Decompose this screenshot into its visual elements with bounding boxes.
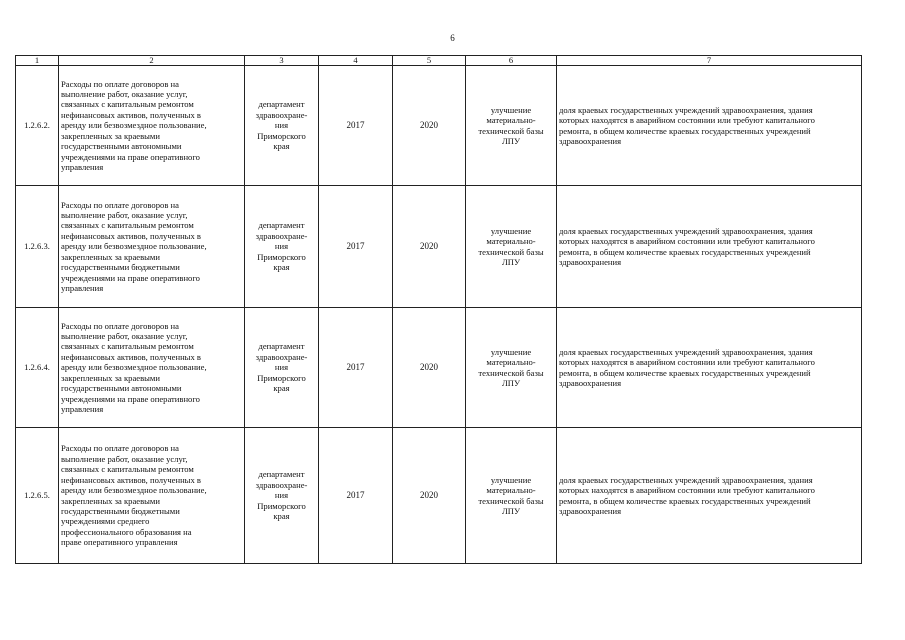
- row-indicator: доля краевых государственных учреждений здравоохранения, здания которых находятся в аварийном состоянии или требуют капитального ремонта, в общем количестве краевых государственных учреждений здравоохранения: [557, 428, 862, 564]
- table-row: [16, 186, 862, 308]
- row-end-year: 2020: [393, 186, 466, 308]
- row-code: 1.2.6.5.: [16, 428, 59, 564]
- row-end-year: 2020: [393, 66, 466, 186]
- row-executor: департамент здравоохране- ния Приморского края: [245, 308, 319, 428]
- table-row: [16, 66, 862, 186]
- row-start-year: 2017: [319, 186, 393, 308]
- header-row: [16, 56, 862, 66]
- row-executor: департамент здравоохране- ния Приморского края: [245, 66, 319, 186]
- row-expected-result: улучшение материально- технической базы ЛПУ: [466, 186, 557, 308]
- header-cell-4: 4: [319, 56, 393, 66]
- row-activity-name: Расходы по оплате договоров на выполнение работ, оказание услуг, связанных с капитальным ремонтом нефинансовых активов, полученных в аренду или безвозмездное пользование, закрепленных за краевыми государственными автономными учреждениями на праве оперативного управления: [59, 308, 245, 428]
- table-row: [16, 308, 862, 428]
- row-activity-name: Расходы по оплате договоров на выполнение работ, оказание услуг, связанных с капитальным ремонтом нефинансовых активов, полученных в аренду или безвозмездное пользование, закрепленных за краевыми государственными бюджетными учреждениями среднего профессионального образования на праве оперативного управления: [59, 428, 245, 564]
- row-activity-name: Расходы по оплате договоров на выполнение работ, оказание услуг, связанных с капитальным ремонтом нефинансовых активов, полученных в аренду или безвозмездное пользование, закрепленных за краевыми государственными бюджетными учреждениями на праве оперативного управления: [59, 186, 245, 308]
- row-code: 1.2.6.2.: [16, 66, 59, 186]
- row-end-year: 2020: [393, 308, 466, 428]
- header-cell-2: 2: [59, 56, 245, 66]
- row-expected-result: улучшение материально- технической базы ЛПУ: [466, 428, 557, 564]
- header-cell-5: 5: [393, 56, 466, 66]
- row-executor: департамент здравоохране- ния Приморского края: [245, 186, 319, 308]
- header-cell-6: 6: [466, 56, 557, 66]
- row-expected-result: улучшение материально- технической базы ЛПУ: [466, 66, 557, 186]
- row-code: 1.2.6.3.: [16, 186, 59, 308]
- program-activities-table: [15, 55, 862, 564]
- row-executor: департамент здравоохране- ния Приморского края: [245, 428, 319, 564]
- header-cell-1: 1: [16, 56, 59, 66]
- row-activity-name: Расходы по оплате договоров на выполнение работ, оказание услуг, связанных с капитальным ремонтом нефинансовых активов, полученных в аренду или безвозмездное пользование, закрепленных за краевыми государственными автономными учреждениями на праве оперативного управления: [59, 66, 245, 186]
- page-number: 6: [450, 33, 455, 43]
- row-indicator: доля краевых государственных учреждений здравоохранения, здания которых находятся в аварийном состоянии или требуют капитального ремонта, в общем количестве краевых государственных учреждений здравоохранения: [557, 308, 862, 428]
- header-cell-7: 7: [557, 56, 862, 66]
- row-start-year: 2017: [319, 428, 393, 564]
- row-start-year: 2017: [319, 308, 393, 428]
- table-row: [16, 428, 862, 564]
- row-indicator: доля краевых государственных учреждений здравоохранения, здания которых находятся в аварийном состоянии или требуют капитального ремонта, в общем количестве краевых государственных учреждений здравоохранения: [557, 66, 862, 186]
- row-expected-result: улучшение материально- технической базы ЛПУ: [466, 308, 557, 428]
- row-start-year: 2017: [319, 66, 393, 186]
- row-indicator: доля краевых государственных учреждений здравоохранения, здания которых находятся в аварийном состоянии или требуют капитального ремонта, в общем количестве краевых государственных учреждений здравоохранения: [557, 186, 862, 308]
- header-cell-3: 3: [245, 56, 319, 66]
- row-end-year: 2020: [393, 428, 466, 564]
- row-code: 1.2.6.4.: [16, 308, 59, 428]
